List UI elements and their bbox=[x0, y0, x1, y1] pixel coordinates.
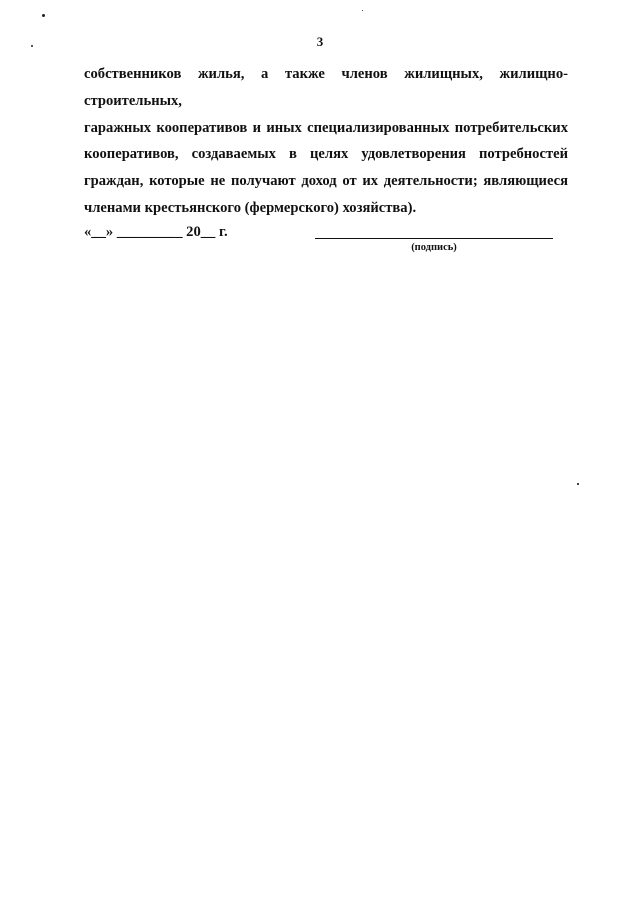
date-line: «__» _________ 20__ г. bbox=[84, 224, 228, 240]
body-line: кооперативов, создаваемых в целях удовлетворения потребностей bbox=[84, 146, 568, 163]
body-line: гаражных кооперативов и иных специализированных потребительских bbox=[84, 119, 568, 136]
scan-speck bbox=[42, 14, 45, 17]
signature-caption: (подпись) bbox=[411, 242, 457, 253]
body-line: собственников жилья, а также членов жилищных, жилищно-строительных, bbox=[84, 66, 568, 109]
body-line: граждан, которые не получают доход от их деятельности; являющиеся bbox=[84, 173, 568, 190]
scan-speck bbox=[577, 483, 579, 485]
body-paragraph bbox=[84, 61, 568, 222]
scan-speck bbox=[362, 10, 363, 11]
page-number: 3 bbox=[316, 34, 324, 49]
signature-line bbox=[315, 238, 553, 239]
body-line: членами крестьянского (фермерского) хозяйства). bbox=[84, 199, 417, 216]
